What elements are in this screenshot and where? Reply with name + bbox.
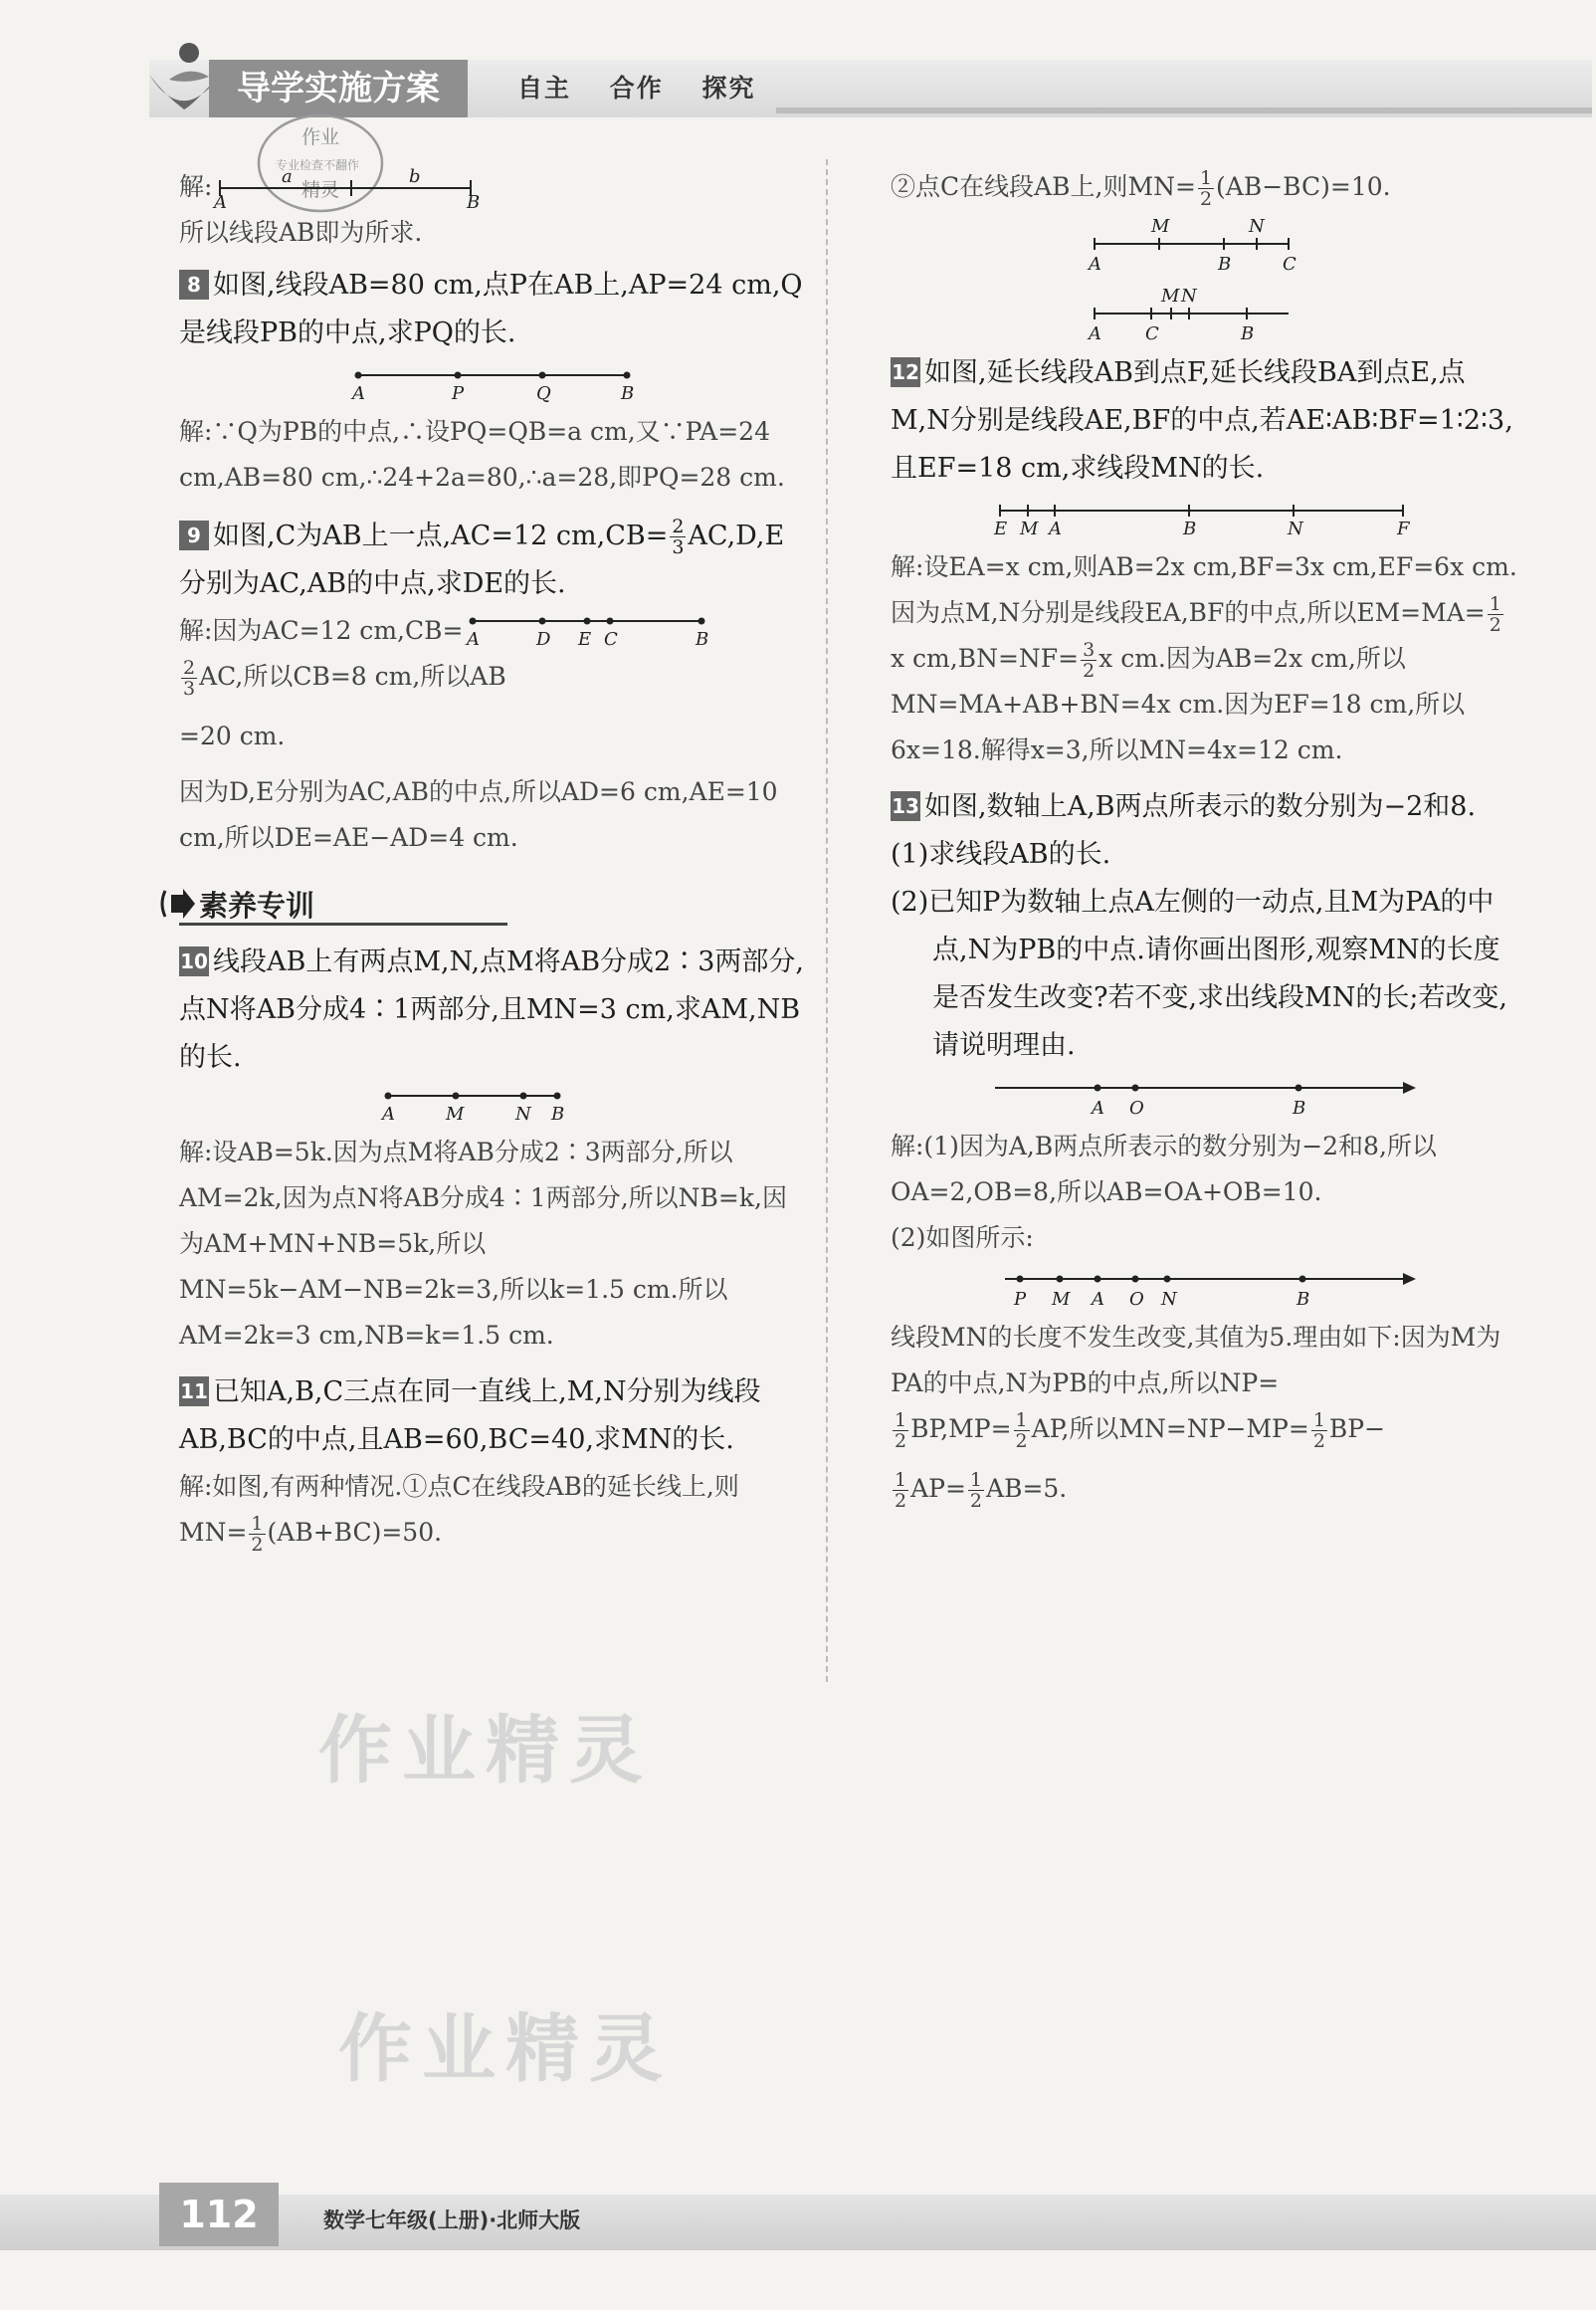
q9-point-d: D bbox=[536, 629, 551, 650]
q11-fig1-m: M bbox=[1151, 216, 1170, 237]
q9-ans2: AC,所以CB=8 cm,所以AB bbox=[199, 662, 506, 691]
header-tags bbox=[517, 60, 783, 117]
q13-number-line-1 bbox=[891, 1074, 1517, 1120]
q9-ans1: 解:因为AC=12 cm,CB= bbox=[179, 616, 464, 645]
q13-number-line-2 bbox=[891, 1265, 1517, 1311]
q9-number: 9 bbox=[179, 521, 209, 550]
q13-ans5: AP= bbox=[910, 1474, 966, 1503]
q13-axis1-a: A bbox=[1092, 1098, 1104, 1119]
q10-answer: 解:设AB=5k.因为点M将AB分成2∶3两部分,所以AM=2k,因为点N将AB分成4∶1两部分,所以NB=k,因为AM+MN+NB=5k,所以MN=5k−AM−NB=2k=3,所以k=1.5 cm.所以AM=2k=3 cm,NB=k=1.5 cm. bbox=[179, 1138, 787, 1350]
q9-point-e: E bbox=[578, 629, 592, 650]
q13-frac-a: $\frac{1}{2}$ bbox=[895, 1409, 907, 1452]
q11-ans2: ②点C在线段AB上,则MN= bbox=[891, 172, 1196, 201]
q11-fig2-a: A bbox=[1089, 323, 1101, 343]
q12-point-n: N bbox=[1288, 519, 1303, 539]
q9-text-b: AC,D,E分别为AC,AB的中点,求DE的长. bbox=[179, 521, 785, 599]
question-11-continued bbox=[891, 164, 1517, 343]
question-12 bbox=[891, 349, 1517, 773]
q9-text-a: 如图,C为AB上一点,AC=12 cm,CB= bbox=[213, 521, 669, 551]
q8-point-b: B bbox=[621, 383, 635, 404]
q8-number: 8 bbox=[179, 270, 209, 300]
q9-point-c: C bbox=[604, 629, 619, 650]
q9-ans-fraction: $\frac{2}{3}$ bbox=[183, 657, 196, 700]
watermark-1: 作业精灵 bbox=[318, 1708, 653, 1793]
tag-explore: 探究 bbox=[701, 74, 756, 103]
q9-figure bbox=[463, 609, 711, 653]
q11-ans1: 解:如图,有两种情况.①点C在线段AB的延长线上,则MN= bbox=[179, 1472, 739, 1547]
question-8 bbox=[179, 262, 806, 501]
q7-label-a: a bbox=[282, 168, 294, 187]
q13-frac-d: $\frac{1}{2}$ bbox=[895, 1469, 907, 1512]
q12-point-a: A bbox=[1049, 519, 1062, 539]
section-title: 素养专训 bbox=[199, 889, 315, 923]
q12-ans3: x cm.因为AB=2x cm,所以MN=MA+AB+BN=4x cm.因为EF=18 cm,所以6x=18.解得x=3,所以MN=4x=12 cm. bbox=[891, 644, 1466, 764]
q13-sub2: (2)已知P为数轴上点A左侧的一动点,且M为PA的中点,N为PB的中点.请你画出图形,观察MN的长度是否发生改变?若不变,求出线段MN的长;若改变,请说明理由. bbox=[891, 887, 1508, 1061]
q13-axis2-a: A bbox=[1092, 1289, 1104, 1310]
page-header bbox=[0, 0, 1596, 129]
q7-answer-tail bbox=[179, 164, 806, 256]
q9-ans3: =20 cm. bbox=[179, 722, 286, 750]
q7-label-b: b bbox=[409, 168, 421, 187]
header-rule bbox=[776, 107, 1592, 113]
q13-axis2-p: P bbox=[1014, 1289, 1027, 1310]
q7-conclusion: 所以线段AB即为所求. bbox=[179, 218, 423, 247]
stamp-top: 作业 bbox=[301, 126, 340, 148]
q11-figures bbox=[891, 214, 1517, 343]
page-number: 112 bbox=[159, 2183, 279, 2246]
q10-text: 线段AB上有两点M,N,点M将AB分成2∶3两部分,点N将AB分成4∶1两部分,且MN=3 cm,求AM,NB的长. bbox=[179, 946, 804, 1073]
page-footer bbox=[0, 2175, 1596, 2254]
section-underline bbox=[179, 923, 507, 926]
q8-figure bbox=[179, 361, 806, 405]
tag-self: 自主 bbox=[517, 74, 572, 103]
tag-cooperate: 合作 bbox=[609, 74, 664, 103]
q7-segment-figure bbox=[212, 168, 481, 210]
q10-number: 10 bbox=[179, 946, 209, 976]
stamp-mid: 专业检查不翻作 bbox=[276, 158, 360, 172]
column-divider bbox=[826, 159, 828, 1682]
q13-axis2-o: O bbox=[1129, 1289, 1144, 1310]
q8-answer: 解:∵Q为PB的中点,∴设PQ=QB=a cm,又∵PA=24 cm,AB=80 cm,∴24+2a=80,∴a=28,即PQ=28 cm. bbox=[179, 417, 785, 492]
q13-ans4c: BP− bbox=[1328, 1414, 1386, 1443]
question-13 bbox=[891, 783, 1517, 1512]
q10-figure bbox=[179, 1086, 806, 1126]
q13-frac-b: $\frac{1}{2}$ bbox=[1015, 1409, 1028, 1452]
q12-figure bbox=[891, 497, 1517, 540]
question-9 bbox=[179, 513, 806, 861]
q9-fraction: $\frac{2}{3}$ bbox=[672, 516, 685, 558]
q13-number: 13 bbox=[891, 791, 920, 821]
q11-fig2-m: M bbox=[1161, 286, 1180, 307]
q13-frac-e: $\frac{1}{2}$ bbox=[969, 1469, 983, 1512]
q11-ans1-end: (AB+BC)=50. bbox=[267, 1518, 443, 1547]
q13-sub1: (1)求线段AB的长. bbox=[891, 839, 1111, 870]
q13-ans2: (2)如图所示: bbox=[891, 1223, 1034, 1252]
q11-fraction-1: $\frac{1}{2}$ bbox=[251, 1513, 264, 1556]
right-column bbox=[891, 164, 1517, 1512]
q8-point-a: A bbox=[352, 383, 365, 404]
q12-ans1: 解:设EA=x cm,则AB=2x cm,BF=3x cm,EF=6x cm.因为点M,N分别是线段EA,BF的中点,所以EM=MA= bbox=[891, 552, 1517, 627]
question-11 bbox=[179, 1368, 806, 1556]
q8-text: 如图,线段AB=80 cm,点P在AB上,AP=24 cm,Q是线段PB的中点,求PQ的长. bbox=[179, 270, 803, 348]
q13-ans1: 解:(1)因为A,B两点所表示的数分别为−2和8,所以OA=2,OB=8,所以AB=OA+OB=10. bbox=[891, 1132, 1437, 1206]
q12-fraction-2: $\frac{3}{2}$ bbox=[1083, 639, 1096, 682]
q11-fig1-c: C bbox=[1283, 254, 1297, 275]
q13-ans4a: BP,MP= bbox=[910, 1414, 1012, 1443]
arrow-icon bbox=[159, 887, 199, 921]
q9-ans4: 因为D,E分别为AC,AB的中点,所以AD=6 cm,AE=10 cm,所以DE=AE−AD=4 cm. bbox=[179, 777, 778, 852]
q11-fig2-n: N bbox=[1181, 286, 1197, 307]
q11-fraction-2: $\frac{1}{2}$ bbox=[1199, 167, 1213, 210]
q13-axis2-n: N bbox=[1161, 1289, 1177, 1310]
watermark-2: 作业精灵 bbox=[338, 2006, 673, 2092]
q13-axis2-m: M bbox=[1052, 1289, 1071, 1310]
q10-point-m: M bbox=[446, 1104, 465, 1125]
q12-point-m: M bbox=[1020, 519, 1039, 539]
q13-ans3: 线段MN的长度不发生改变,其值为5.理由如下:因为M为PA的中点,N为PB的中点,所以NP= bbox=[891, 1323, 1501, 1397]
q8-point-p: P bbox=[452, 383, 465, 404]
q13-ans5b: AB=5. bbox=[986, 1474, 1068, 1503]
header-title: 导学实施方案 bbox=[209, 60, 468, 117]
q7-label-a-point: A bbox=[214, 192, 228, 210]
q13-text: 如图,数轴上A,B两点所表示的数分别为−2和8. bbox=[924, 791, 1477, 822]
q12-fraction-1: $\frac{1}{2}$ bbox=[1489, 593, 1501, 636]
section-header bbox=[159, 879, 806, 929]
q10-point-b: B bbox=[551, 1104, 565, 1125]
q10-point-a: A bbox=[382, 1104, 395, 1125]
q13-axis1-b: B bbox=[1293, 1098, 1306, 1119]
q11-text: 已知A,B,C三点在同一直线上,M,N分别为线段AB,BC的中点,且AB=60,BC=40,求MN的长. bbox=[179, 1376, 761, 1455]
q11-fig2-c: C bbox=[1145, 323, 1159, 343]
left-column bbox=[179, 164, 806, 1556]
q12-number: 12 bbox=[891, 357, 920, 387]
q9-point-b: B bbox=[696, 629, 709, 650]
q11-ans2-end: (AB−BC)=10. bbox=[1216, 172, 1391, 201]
q8-point-q: Q bbox=[536, 383, 551, 404]
q11-number: 11 bbox=[179, 1376, 209, 1406]
q12-point-b: B bbox=[1183, 519, 1197, 539]
q13-axis2-b: B bbox=[1297, 1289, 1310, 1310]
q7-ans-prefix: 解: bbox=[179, 172, 213, 201]
q12-text: 如图,延长线段AB到点F,延长线段BA到点E,点M,N分别是线段AE,BF的中点,若AE∶AB∶BF=1∶2∶3,且EF=18 cm,求线段MN的长. bbox=[891, 357, 1513, 484]
book-title: 数学七年级(上册)·北师大版 bbox=[323, 2208, 581, 2232]
q12-ans2: x cm,BN=NF= bbox=[891, 644, 1080, 673]
q11-fig2-b: B bbox=[1241, 323, 1255, 343]
q11-fig1-b: B bbox=[1218, 254, 1232, 275]
question-10 bbox=[179, 939, 806, 1359]
q13-axis1-o: O bbox=[1129, 1098, 1144, 1119]
q11-fig1-a: A bbox=[1089, 254, 1101, 275]
q10-point-n: N bbox=[515, 1104, 531, 1125]
q13-ans4b: AP,所以MN=NP−MP= bbox=[1031, 1414, 1309, 1443]
q12-point-e: E bbox=[994, 519, 1008, 539]
q7-label-b-point: B bbox=[467, 192, 481, 210]
q12-point-f: F bbox=[1397, 519, 1410, 539]
q13-frac-c: $\frac{1}{2}$ bbox=[1312, 1409, 1325, 1452]
q11-fig1-n: N bbox=[1249, 216, 1265, 237]
q9-point-a: A bbox=[467, 629, 481, 650]
stamp-bottom: 精灵 bbox=[301, 179, 340, 201]
